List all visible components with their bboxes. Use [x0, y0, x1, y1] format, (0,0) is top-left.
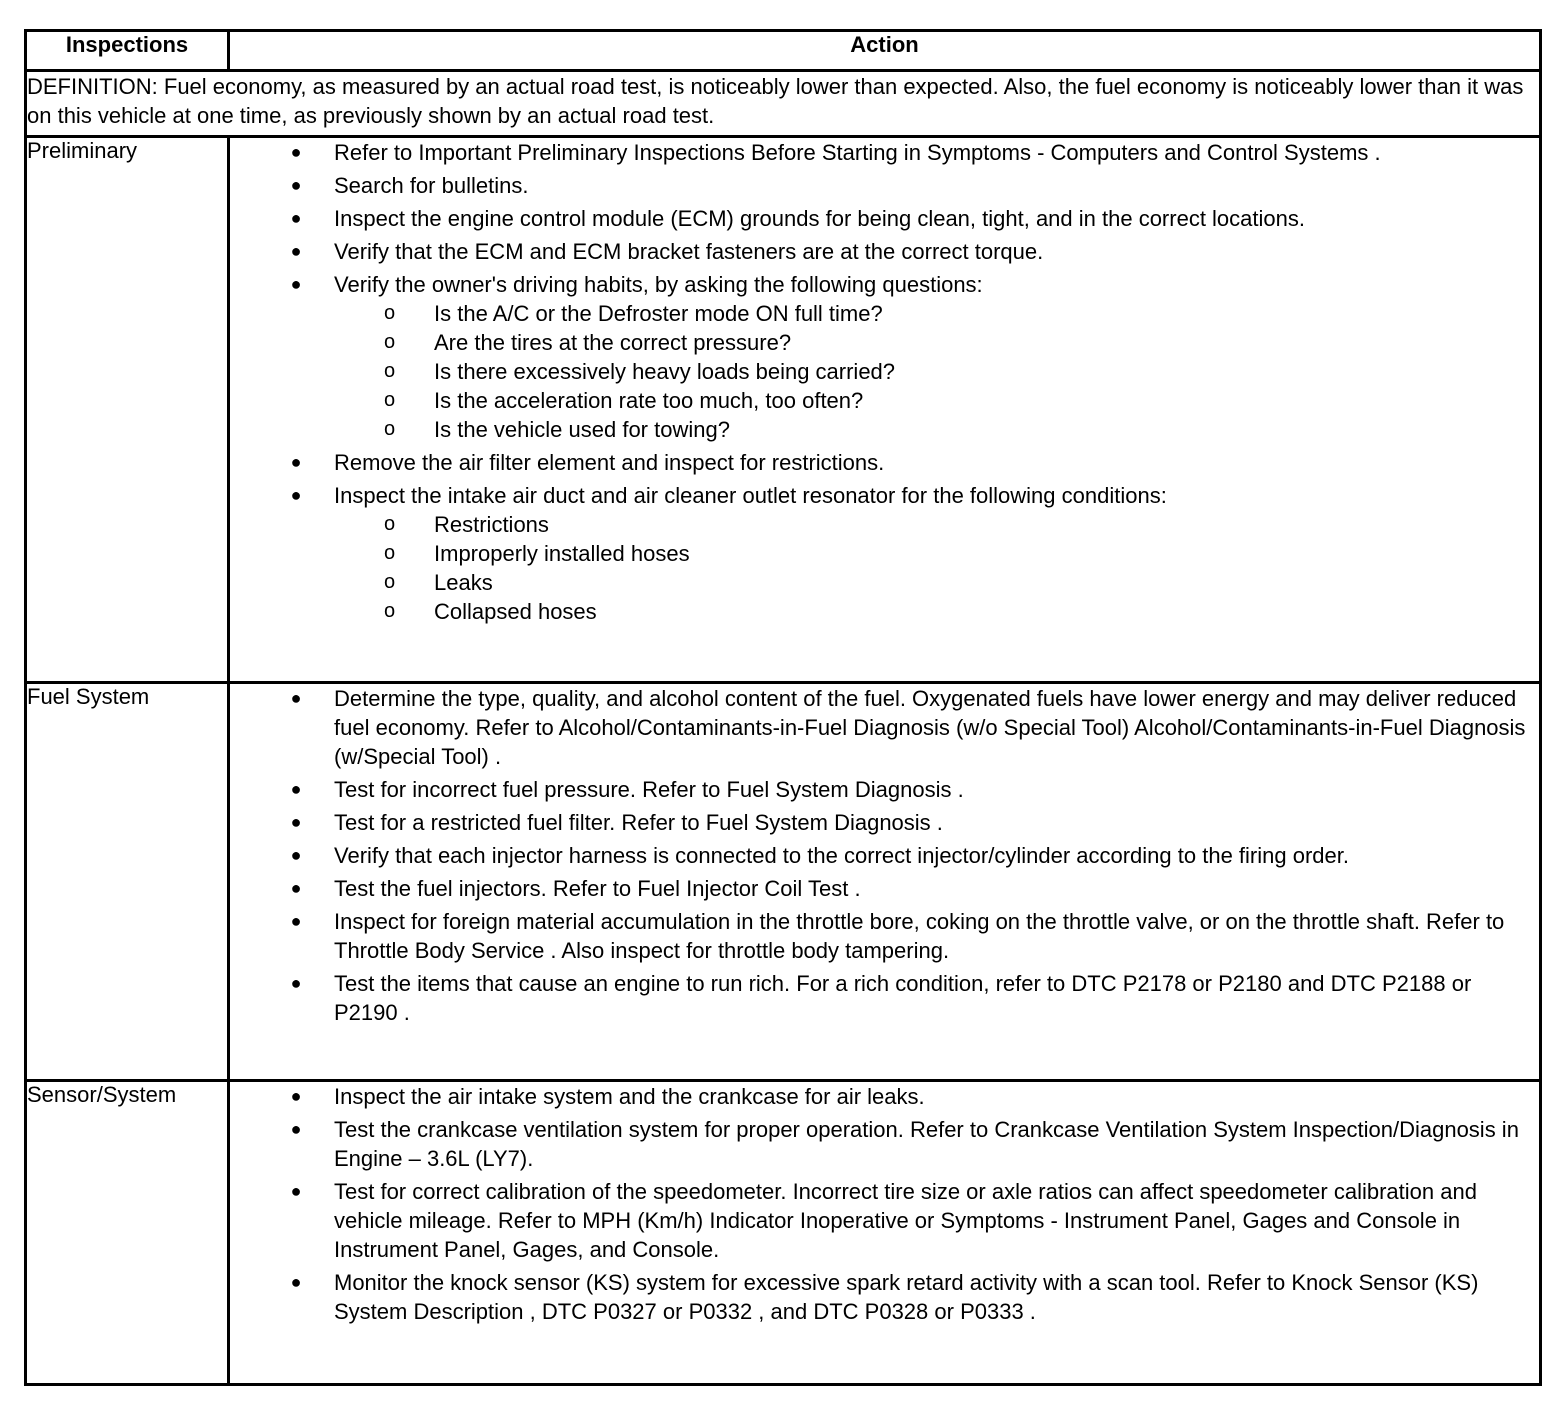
list-item-text: Test for incorrect fuel pressure. Refer to Fuel System Diagnosis .	[334, 776, 964, 802]
bullet-icon: ●	[290, 1271, 302, 1292]
circle-bullet-icon: o	[384, 418, 396, 441]
sub-list-item	[334, 386, 1539, 415]
bullet-icon: ●	[290, 452, 302, 473]
list-item-text: Test for correct calibration of the speedometer. Incorrect tire size or axle ratios can affect speedometer calibration and vehicle mileage. Refer to MPH (Km/h) Indicator Inoperative or Symptoms - Instrument Panel, Gages and Console in Instrument Panel, Gages, and Console.	[334, 1178, 1477, 1262]
sensor-system-actions	[229, 1080, 1541, 1384]
fuel-system-row	[26, 682, 1541, 1080]
bullet-icon: ●	[290, 175, 302, 196]
inspections-header: Inspections	[26, 31, 229, 71]
circle-bullet-icon: o	[384, 360, 396, 383]
preliminary-row	[26, 137, 1541, 682]
sub-list-item-text: Leaks	[434, 570, 493, 596]
circle-bullet-icon: o	[384, 600, 396, 623]
sub-list-item-text: Collapsed hoses	[434, 599, 597, 625]
sub-list-item	[334, 597, 1539, 626]
list-item	[230, 171, 1539, 200]
list-item	[230, 907, 1539, 965]
list-item-text: Verify the owner's driving habits, by asking the following questions:	[334, 272, 983, 298]
list-item-text: Test the crankcase ventilation system for proper operation. Refer to Crankcase Ventilation System Inspection/Diagnosis in Engine – 3.6L (LY7).	[334, 1116, 1519, 1171]
sub-list-item	[334, 415, 1539, 444]
list-item	[230, 481, 1539, 626]
list-item-text: Verify that each injector harness is connected to the correct injector/cylinder according to the firing order.	[334, 842, 1349, 868]
list-item	[230, 1082, 1539, 1111]
sub-list-item-text: Improperly installed hoses	[434, 541, 690, 567]
bullet-icon: ●	[290, 142, 302, 163]
sub-list-item	[334, 539, 1539, 568]
bullet-icon: ●	[290, 208, 302, 229]
bullet-icon: ●	[290, 1085, 302, 1106]
list-item-text: Test the items that cause an engine to run rich. For a rich condition, refer to DTC P2178 or P2180 and DTC P2188 or P2190 .	[334, 970, 1472, 1025]
bullet-icon: ●	[290, 485, 302, 506]
bullet-icon: ●	[290, 811, 302, 832]
list-item	[230, 969, 1539, 1027]
sub-list-item-text: Is the vehicle used for towing?	[434, 417, 730, 443]
list-item	[230, 1268, 1539, 1326]
list-item	[230, 1115, 1539, 1173]
list-item	[230, 448, 1539, 477]
definition-text: DEFINITION: Fuel economy, as measured by an actual road test, is noticeably lower than expected. Also, the fuel economy is noticeably lower than it was on this vehicle at one time, as previously shown by an actual road test.	[26, 71, 1541, 137]
sub-list-item	[334, 357, 1539, 386]
conditions-sublist	[334, 510, 1539, 626]
sub-list-item-text: Is there excessively heavy loads being carried?	[434, 359, 896, 385]
list-item	[230, 138, 1539, 167]
list-item-text: Test the fuel injectors. Refer to Fuel Injector Coil Test .	[334, 875, 861, 901]
bullet-icon: ●	[290, 241, 302, 262]
sub-list-item-text: Is the A/C or the Defroster mode ON full time?	[434, 301, 883, 327]
definition-row	[26, 71, 1541, 137]
diagnostic-table	[24, 29, 1542, 1386]
circle-bullet-icon: o	[384, 571, 396, 594]
sensor-system-list	[230, 1082, 1539, 1326]
list-item	[230, 204, 1539, 233]
bullet-icon: ●	[290, 1118, 302, 1139]
list-item	[230, 874, 1539, 903]
bullet-icon: ●	[290, 844, 302, 865]
driving-habits-sublist	[334, 299, 1539, 444]
list-item	[230, 270, 1539, 444]
bullet-icon: ●	[290, 910, 302, 931]
list-item-text: Inspect the engine control module (ECM) grounds for being clean, tight, and in the correct locations.	[334, 206, 1305, 232]
sub-list-item-text: Are the tires at the correct pressure?	[434, 330, 792, 356]
preliminary-actions	[229, 137, 1541, 682]
action-header: Action	[229, 31, 1541, 71]
list-item-text: Search for bulletins.	[334, 173, 529, 199]
sub-list-item	[334, 510, 1539, 539]
sub-list-item-text: Restrictions	[434, 512, 549, 538]
list-item	[230, 1177, 1539, 1264]
bullet-icon: ●	[290, 877, 302, 898]
list-item	[230, 808, 1539, 837]
circle-bullet-icon: o	[384, 513, 396, 536]
circle-bullet-icon: o	[384, 331, 396, 354]
sub-list-item-text: Is the acceleration rate too much, too often?	[434, 388, 864, 414]
list-item-text: Determine the type, quality, and alcohol content of the fuel. Oxygenated fuels have lower energy and may deliver reduced fuel economy. Refer to Alcohol/Contaminants-in-Fuel Diagnosis (w/o Special Tool) Alcohol/Contaminants-in-Fuel Diagnosis (w/Special Tool) .	[334, 685, 1526, 769]
bullet-icon: ●	[290, 687, 302, 708]
bullet-icon: ●	[290, 1180, 302, 1201]
sub-list-item	[334, 568, 1539, 597]
sub-list-item	[334, 299, 1539, 328]
list-item	[230, 775, 1539, 804]
list-item-text: Test for a restricted fuel filter. Refer to Fuel System Diagnosis .	[334, 809, 943, 835]
list-item-text: Verify that the ECM and ECM bracket fasteners are at the correct torque.	[334, 239, 1044, 265]
preliminary-label: Preliminary	[26, 137, 229, 682]
preliminary-list	[230, 138, 1539, 626]
list-item-text: Monitor the knock sensor (KS) system for excessive spark retard activity with a scan tool. Refer to Knock Sensor (KS) System Description , DTC P0327 or P0332 , and DTC P0328 or P0333 .	[334, 1269, 1479, 1324]
fuel-system-list	[230, 684, 1539, 1027]
sensor-system-row	[26, 1080, 1541, 1384]
header-row	[26, 31, 1541, 71]
bullet-icon: ●	[290, 972, 302, 993]
list-item-text: Inspect the air intake system and the crankcase for air leaks.	[334, 1083, 925, 1109]
list-item-text: Remove the air filter element and inspect for restrictions.	[334, 450, 885, 476]
bullet-icon: ●	[290, 274, 302, 295]
circle-bullet-icon: o	[384, 389, 396, 412]
sub-list-item	[334, 328, 1539, 357]
list-item-text: Inspect the intake air duct and air cleaner outlet resonator for the following conditions:	[334, 483, 1167, 509]
list-item-text: Refer to Important Preliminary Inspections Before Starting in Symptoms - Computers and Control Systems .	[334, 140, 1381, 166]
list-item	[230, 237, 1539, 266]
circle-bullet-icon: o	[384, 302, 396, 325]
bullet-icon: ●	[290, 778, 302, 799]
list-item	[230, 841, 1539, 870]
list-item-text: Inspect for foreign material accumulation in the throttle bore, coking on the throttle valve, or on the throttle shaft. Refer to Throttle Body Service . Also inspect for throttle body tampering.	[334, 908, 1505, 963]
circle-bullet-icon: o	[384, 542, 396, 565]
list-item	[230, 684, 1539, 771]
sensor-system-label: Sensor/System	[26, 1080, 229, 1384]
fuel-system-label: Fuel System	[26, 682, 229, 1080]
fuel-system-actions	[229, 682, 1541, 1080]
